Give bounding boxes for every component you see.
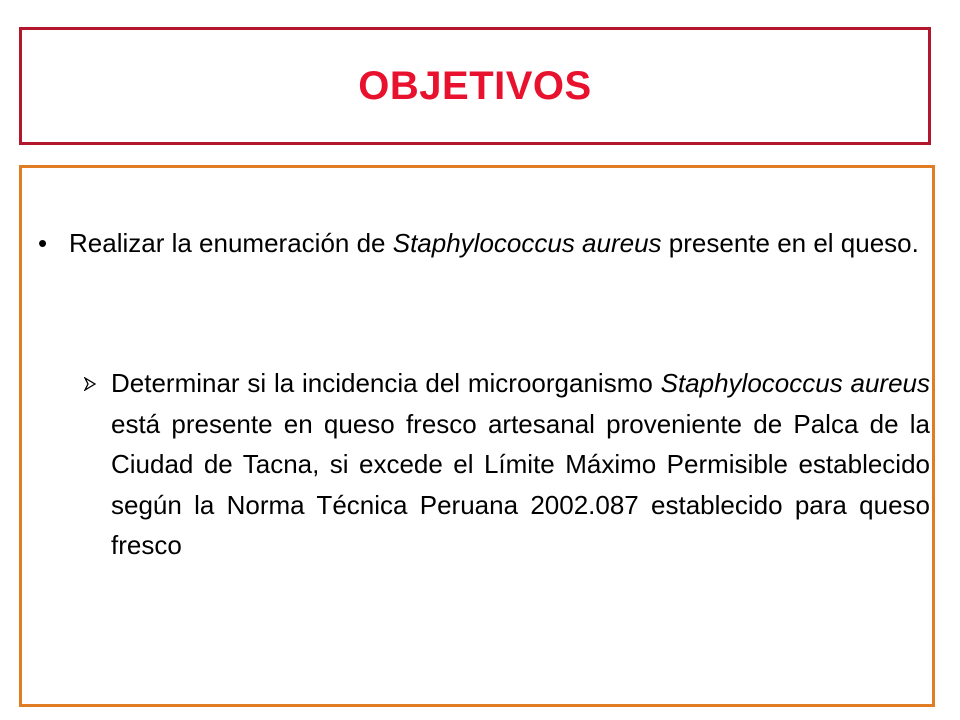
objective-sub-bullet	[78, 363, 930, 566]
slide-title: OBJETIVOS	[358, 63, 592, 108]
bullet-text-before: Realizar la enumeración de	[69, 228, 393, 258]
objective-bullet	[36, 225, 922, 261]
sub-bullet-text	[111, 363, 930, 566]
bullet-text-after: presente en el queso.	[661, 228, 919, 258]
sub-text-species: Staphylococcus aureus	[660, 368, 930, 398]
sub-text-after: está presente en queso fresco artesanal proveniente de Palca de la Ciudad de Tacna, si excede el Límite Máximo Permisible establecido según la Norma Técnica Peruana 2002.087 establecido para queso fresco	[111, 408, 930, 560]
title-box	[19, 27, 931, 145]
sub-text-before: Determinar si la incidencia del microorganismo	[111, 368, 661, 398]
content-box	[19, 165, 935, 707]
bullet-text-species: Staphylococcus aureus	[392, 228, 662, 258]
bullet-marker: •	[38, 228, 48, 258]
bullet-text	[69, 225, 922, 261]
arrowhead-bullet-icon	[78, 363, 111, 566]
